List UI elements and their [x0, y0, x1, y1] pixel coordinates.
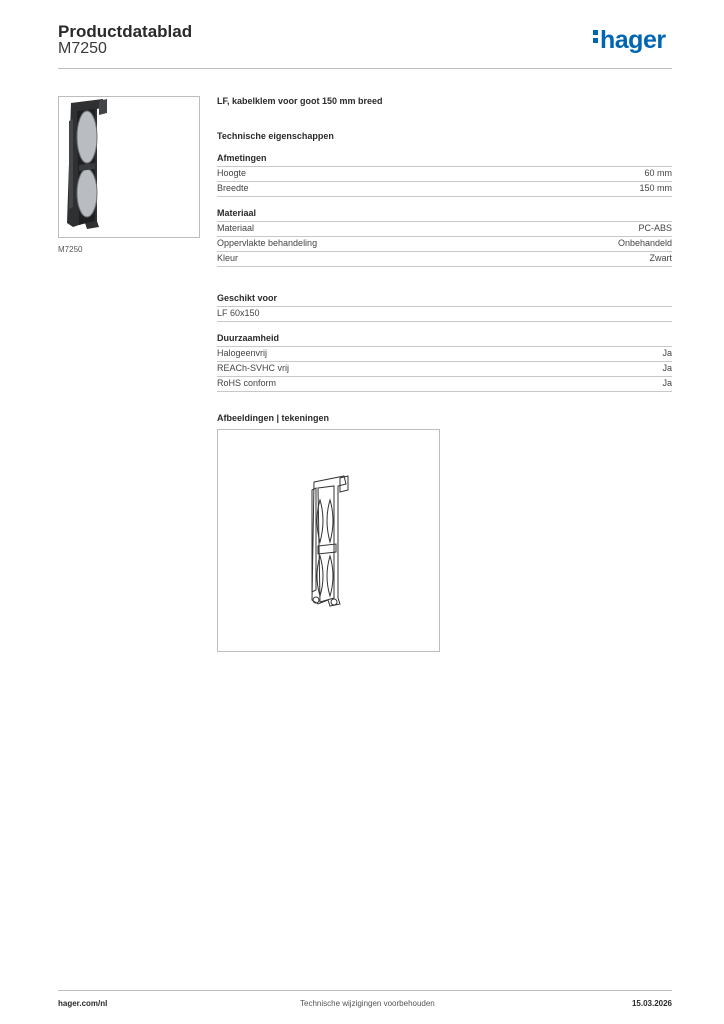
product-description: LF, kabelklem voor goot 150 mm breed [217, 96, 383, 106]
spec-label: Oppervlakte behandeling [217, 238, 318, 248]
product-photo [58, 96, 200, 238]
logo-dots-icon [593, 27, 598, 46]
spec-value: Ja [662, 378, 672, 388]
tech-properties-heading: Technische eigenschappen [217, 131, 334, 141]
spec-value: Ja [662, 363, 672, 373]
spec-row [217, 182, 672, 197]
spec-row [217, 377, 672, 392]
spec-label: Halogeenvrij [217, 348, 268, 358]
spec-group-material [217, 208, 672, 267]
footer-disclaimer: Technische wijzigingen voorbehouden [300, 999, 435, 1008]
spec-value: 60 mm [644, 168, 672, 178]
spec-value: Onbehandeld [617, 238, 672, 248]
cable-clamp-photo-icon [59, 97, 199, 237]
spec-label: REACh-SVHC vrij [217, 363, 290, 373]
spec-row [217, 252, 672, 267]
drawings-heading: Afbeeldingen | tekeningen [217, 413, 330, 423]
spec-row [217, 347, 672, 362]
spec-row [217, 222, 672, 237]
spec-group-title: Duurzaamheid [217, 333, 672, 347]
clamp-line-drawing-icon [218, 430, 439, 651]
logo-text: hager [600, 26, 666, 54]
spec-group-sustainability [217, 333, 672, 392]
spec-group-title: Geschikt voor [217, 293, 672, 307]
header-divider [58, 68, 672, 69]
specification-section [217, 96, 672, 424]
spec-label: RoHS conform [217, 378, 277, 388]
spec-row [217, 362, 672, 377]
spec-group-suitable-for [217, 293, 672, 322]
spec-label: Materiaal [217, 223, 255, 233]
spec-value: 150 mm [639, 183, 672, 193]
spec-value: Zwart [649, 253, 672, 263]
footer-date: 15.03.2026 [631, 999, 672, 1008]
spec-label: Kleur [217, 253, 239, 263]
technical-drawing [217, 429, 440, 652]
spec-label: Breedte [217, 183, 249, 193]
footer-website: hager.com/nl [58, 999, 108, 1008]
spec-row [217, 237, 672, 252]
spec-label: LF 60x150 [217, 308, 260, 318]
spec-group-dimensions [217, 153, 672, 197]
product-code: M7250 [58, 40, 107, 57]
spec-row [217, 307, 672, 322]
spec-label: Hoogte [217, 168, 247, 178]
spec-value: Ja [662, 348, 672, 358]
footer-divider [58, 990, 672, 991]
spec-row [217, 167, 672, 182]
document-title: Productdatablad [58, 22, 193, 41]
spec-value: PC-ABS [638, 223, 672, 233]
spec-group-title: Afmetingen [217, 153, 672, 167]
product-image-caption: M7250 [58, 245, 83, 254]
hager-logo [593, 26, 666, 55]
spec-group-title: Materiaal [217, 208, 672, 222]
